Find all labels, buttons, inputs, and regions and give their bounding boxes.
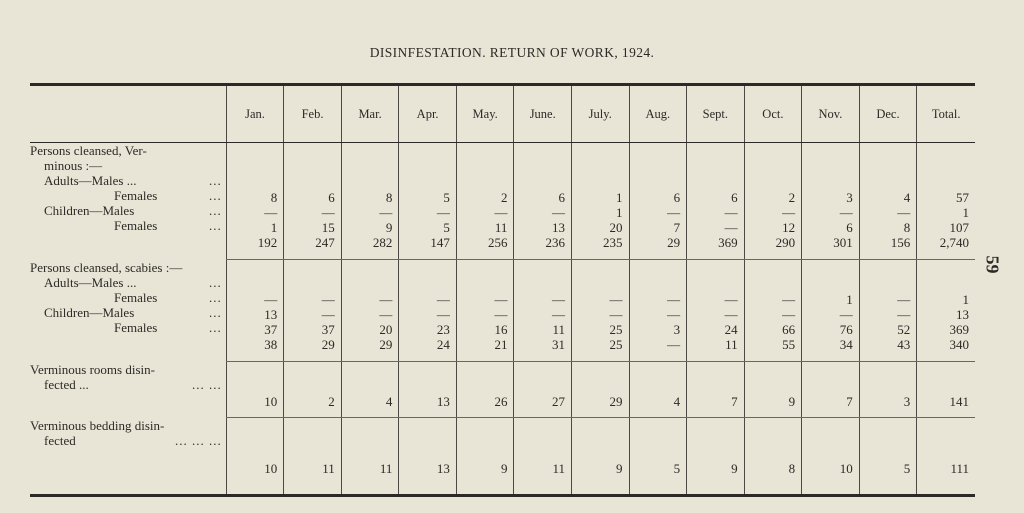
month-cell-sept: 9 <box>687 418 745 496</box>
header-month: May. <box>456 85 514 143</box>
cell-value: 1 <box>616 190 623 205</box>
header-month: Mar. <box>341 85 399 143</box>
cell-value: 235 <box>603 235 623 250</box>
month-cell-feb: 2 <box>284 362 342 418</box>
group-rooms <box>30 362 975 418</box>
month-cell-may <box>456 143 514 260</box>
cell-value: — <box>782 292 796 307</box>
month-cell-sept <box>687 260 745 362</box>
page-title: DISINFESTATION. RETURN OF WORK, 1924. <box>369 45 655 60</box>
row-label-block <box>30 260 226 362</box>
cell-value: 23 <box>436 322 450 337</box>
cell-value: 55 <box>782 337 796 352</box>
month-cell-nov: 7 <box>802 362 860 418</box>
cell-value: — <box>436 292 450 307</box>
cell-value: — <box>379 205 393 220</box>
month-cell-dec <box>859 260 917 362</box>
cell-value: 11 <box>552 322 565 337</box>
cell-value: 29 <box>667 235 681 250</box>
page-number: 59 <box>982 255 1003 274</box>
cell-value: — <box>724 292 738 307</box>
month-cell-oct <box>744 260 802 362</box>
month-cell-may: 9 <box>456 418 514 496</box>
cell-value: — <box>667 205 681 220</box>
month-cell-nov: 10 <box>802 418 860 496</box>
cell-value: 25 <box>609 322 623 337</box>
cell-value: 11 <box>725 337 738 352</box>
leader-dots: ... <box>208 304 222 320</box>
cell-value: 340 <box>949 337 969 352</box>
cell-value: 57 <box>956 190 969 205</box>
row-label-block <box>30 362 226 418</box>
header-month: Dec. <box>859 85 917 143</box>
cell-value: — <box>609 292 623 307</box>
cell-value: — <box>321 205 335 220</box>
header-month: Feb. <box>284 85 342 143</box>
month-cell-apr <box>399 260 457 362</box>
row-label <box>30 320 222 335</box>
cell-value: — <box>667 337 681 352</box>
cell-value: — <box>782 205 796 220</box>
total-cell: 111 <box>917 418 975 496</box>
group-scabies <box>30 260 975 362</box>
row-label-text: Females <box>114 289 158 305</box>
cell-value: 1 <box>962 292 969 307</box>
month-cell-dec <box>859 143 917 260</box>
cell-value: — <box>782 307 796 322</box>
month-cell-aug: 5 <box>629 418 687 496</box>
header-month: Oct. <box>744 85 802 143</box>
group-bedding <box>30 418 975 496</box>
cell-value: — <box>321 292 335 307</box>
header-month: Apr. <box>399 85 457 143</box>
row-label-text: fected <box>44 432 76 448</box>
cell-value: 3 <box>673 322 681 337</box>
cell-value: 6 <box>328 190 335 205</box>
cell-value: — <box>494 307 508 322</box>
cell-value: — <box>897 307 911 322</box>
return-of-work-table-wrapper <box>30 83 975 497</box>
month-cell-aug: 4 <box>629 362 687 418</box>
month-cell-aug <box>629 143 687 260</box>
cell-value: 8 <box>903 220 911 235</box>
cell-value: — <box>551 292 565 307</box>
cell-value: 6 <box>673 190 681 205</box>
cell-value: 8 <box>270 190 278 205</box>
month-cell-apr: 13 <box>399 362 457 418</box>
month-cell-july <box>571 143 629 260</box>
month-cell-jan <box>226 260 284 362</box>
cell-value: 15 <box>321 220 335 235</box>
leader-dots: ... <box>208 173 222 188</box>
cell-value: — <box>264 292 278 307</box>
cell-value: 29 <box>321 337 335 352</box>
cell-value: 31 <box>551 337 565 352</box>
month-cell-may <box>456 260 514 362</box>
row-label-text: Children—Males <box>44 304 135 320</box>
cell-value: 6 <box>558 190 565 205</box>
cell-value: 236 <box>545 235 565 250</box>
month-cell-feb <box>284 143 342 260</box>
leader-dots: ... <box>208 218 222 233</box>
leader-dots: ... ... ... <box>174 432 222 448</box>
month-cell-sept: 7 <box>687 362 745 418</box>
cell-value: 24 <box>436 337 450 352</box>
month-cell-oct: 8 <box>744 418 802 496</box>
header-total: Total. <box>917 85 975 143</box>
cell-value: 66 <box>782 322 796 337</box>
cell-value: — <box>724 307 738 322</box>
month-cell-oct <box>744 143 802 260</box>
month-cell-jan: 10 <box>226 418 284 496</box>
row-label <box>30 377 222 392</box>
header-blank-cell <box>30 85 226 143</box>
month-cell-july: 29 <box>571 362 629 418</box>
cell-value: — <box>436 205 450 220</box>
cell-value: — <box>551 205 565 220</box>
month-cell-june: 27 <box>514 362 572 418</box>
cell-value: — <box>897 292 911 307</box>
row-label-text: Children—Males <box>44 203 135 218</box>
header-month: Nov. <box>802 85 860 143</box>
cell-value: — <box>839 205 853 220</box>
cell-value: 11 <box>494 220 508 235</box>
cell-value: — <box>724 220 738 235</box>
month-cell-june <box>514 260 572 362</box>
month-cell-june <box>514 143 572 260</box>
month-cell-mar <box>341 260 399 362</box>
month-cell-nov <box>802 260 860 362</box>
cell-value: 9 <box>385 220 393 235</box>
cell-value: 12 <box>782 220 796 235</box>
cell-value: — <box>494 292 508 307</box>
cell-value: 20 <box>609 220 623 235</box>
cell-value: 2,740 <box>939 235 969 250</box>
return-of-work-table <box>30 83 975 497</box>
leader-dots: ... <box>208 188 222 203</box>
cell-value: 1 <box>846 292 853 307</box>
cell-value: 369 <box>718 235 738 250</box>
cell-value: 1 <box>962 205 969 220</box>
month-cell-oct: 9 <box>744 362 802 418</box>
group-heading <box>30 143 222 158</box>
cell-value: — <box>494 205 508 220</box>
cell-value: — <box>264 205 278 220</box>
group-heading-cont: minous :— <box>44 158 103 173</box>
cell-value: 43 <box>897 337 911 352</box>
leader-dots: ... <box>208 203 222 218</box>
cell-value: 6 <box>846 220 853 235</box>
cell-value: — <box>667 307 681 322</box>
month-cell-jan <box>226 143 284 260</box>
row-label <box>30 218 222 233</box>
cell-value: 8 <box>385 190 393 205</box>
cell-value: 34 <box>839 337 853 352</box>
header-month: June. <box>514 85 572 143</box>
cell-value: 13 <box>956 307 969 322</box>
cell-value: 1 <box>616 205 623 220</box>
cell-value: 20 <box>379 322 393 337</box>
row-label-text: Adults—Males ... <box>44 173 137 188</box>
row-label-text: Adults—Males ... <box>44 274 137 290</box>
month-cell-feb <box>284 260 342 362</box>
cell-value: 2 <box>500 190 508 205</box>
row-label <box>30 433 222 448</box>
cell-value: 156 <box>890 235 911 250</box>
cell-value: 2 <box>788 190 796 205</box>
cell-value: 38 <box>264 337 278 352</box>
month-cell-nov <box>802 143 860 260</box>
row-label-block <box>30 418 226 496</box>
leader-dots: ... ... <box>191 376 222 392</box>
leader-dots: ... <box>208 319 222 335</box>
cell-value: — <box>436 307 450 322</box>
group-heading: Persons cleansed, scabies :— <box>30 259 183 275</box>
cell-value: 24 <box>724 322 738 337</box>
cell-value: — <box>897 205 911 220</box>
header-month: Aug. <box>629 85 687 143</box>
cell-value: 282 <box>372 235 393 250</box>
leader-dots: ... <box>208 289 222 305</box>
cell-value: — <box>667 292 681 307</box>
cell-value: 301 <box>833 235 853 250</box>
cell-value: — <box>839 307 853 322</box>
cell-value: 37 <box>264 322 278 337</box>
group-heading: Verminous rooms disin- <box>30 361 155 377</box>
group-heading-line: Persons cleansed, Ver- <box>30 143 147 158</box>
cell-value: 369 <box>949 322 969 337</box>
row-label-block <box>30 143 226 260</box>
cell-value: 4 <box>903 190 911 205</box>
cell-value: 147 <box>430 235 450 250</box>
month-cell-jan: 10 <box>226 362 284 418</box>
header-month: Sept. <box>687 85 745 143</box>
total-cell <box>917 260 975 362</box>
row-label <box>30 275 222 290</box>
month-cell-apr: 13 <box>399 418 457 496</box>
cell-value: 5 <box>443 190 450 205</box>
month-cell-july: 9 <box>571 418 629 496</box>
month-cell-mar: 11 <box>341 418 399 496</box>
row-label-text: Females <box>114 218 158 233</box>
cell-value: 5 <box>443 220 450 235</box>
header-month: Jan. <box>226 85 284 143</box>
group-heading: Verminous bedding disin- <box>30 417 165 433</box>
leader-dots: ... <box>208 274 222 290</box>
cell-value: 13 <box>551 220 565 235</box>
cell-value: — <box>379 292 393 307</box>
month-cell-mar: 4 <box>341 362 399 418</box>
month-cell-dec: 3 <box>859 362 917 418</box>
cell-value: — <box>321 307 335 322</box>
cell-value: 1 <box>270 220 278 235</box>
month-cell-feb: 11 <box>284 418 342 496</box>
cell-value: 256 <box>487 235 508 250</box>
month-cell-july <box>571 260 629 362</box>
cell-value: 16 <box>494 322 508 337</box>
cell-value: 3 <box>846 190 853 205</box>
row-label <box>30 203 222 218</box>
row-label-text: Females <box>114 188 158 203</box>
total-cell <box>917 143 975 260</box>
cell-value: 6 <box>731 190 738 205</box>
row-label <box>30 188 222 203</box>
month-cell-mar <box>341 143 399 260</box>
month-cell-may: 26 <box>456 362 514 418</box>
total-cell: 141 <box>917 362 975 418</box>
group-verminous <box>30 143 975 260</box>
header-row <box>30 85 975 143</box>
cell-value: 52 <box>897 322 911 337</box>
cell-value: — <box>609 307 623 322</box>
row-label-text: fected ... <box>44 376 89 392</box>
cell-value: — <box>379 307 393 322</box>
cell-value: 76 <box>839 322 853 337</box>
cell-value: 29 <box>379 337 393 352</box>
cell-value: 192 <box>257 235 278 250</box>
header-month: July. <box>571 85 629 143</box>
month-cell-june: 11 <box>514 418 572 496</box>
cell-value: — <box>724 205 738 220</box>
month-cell-sept <box>687 143 745 260</box>
cell-value: 107 <box>949 220 969 235</box>
cell-value: 290 <box>775 235 796 250</box>
cell-value: 37 <box>321 322 335 337</box>
month-cell-aug <box>629 260 687 362</box>
row-label <box>30 173 222 188</box>
month-cell-apr <box>399 143 457 260</box>
month-cell-dec: 5 <box>859 418 917 496</box>
cell-value: 25 <box>609 337 623 352</box>
cell-value: 21 <box>494 337 508 352</box>
row-label <box>30 305 222 320</box>
cell-value: — <box>551 307 565 322</box>
cell-value: 247 <box>315 235 335 250</box>
cell-value: 13 <box>264 307 278 322</box>
row-label <box>30 290 222 305</box>
cell-value: 7 <box>673 220 681 235</box>
row-label-text: Females <box>114 319 158 335</box>
